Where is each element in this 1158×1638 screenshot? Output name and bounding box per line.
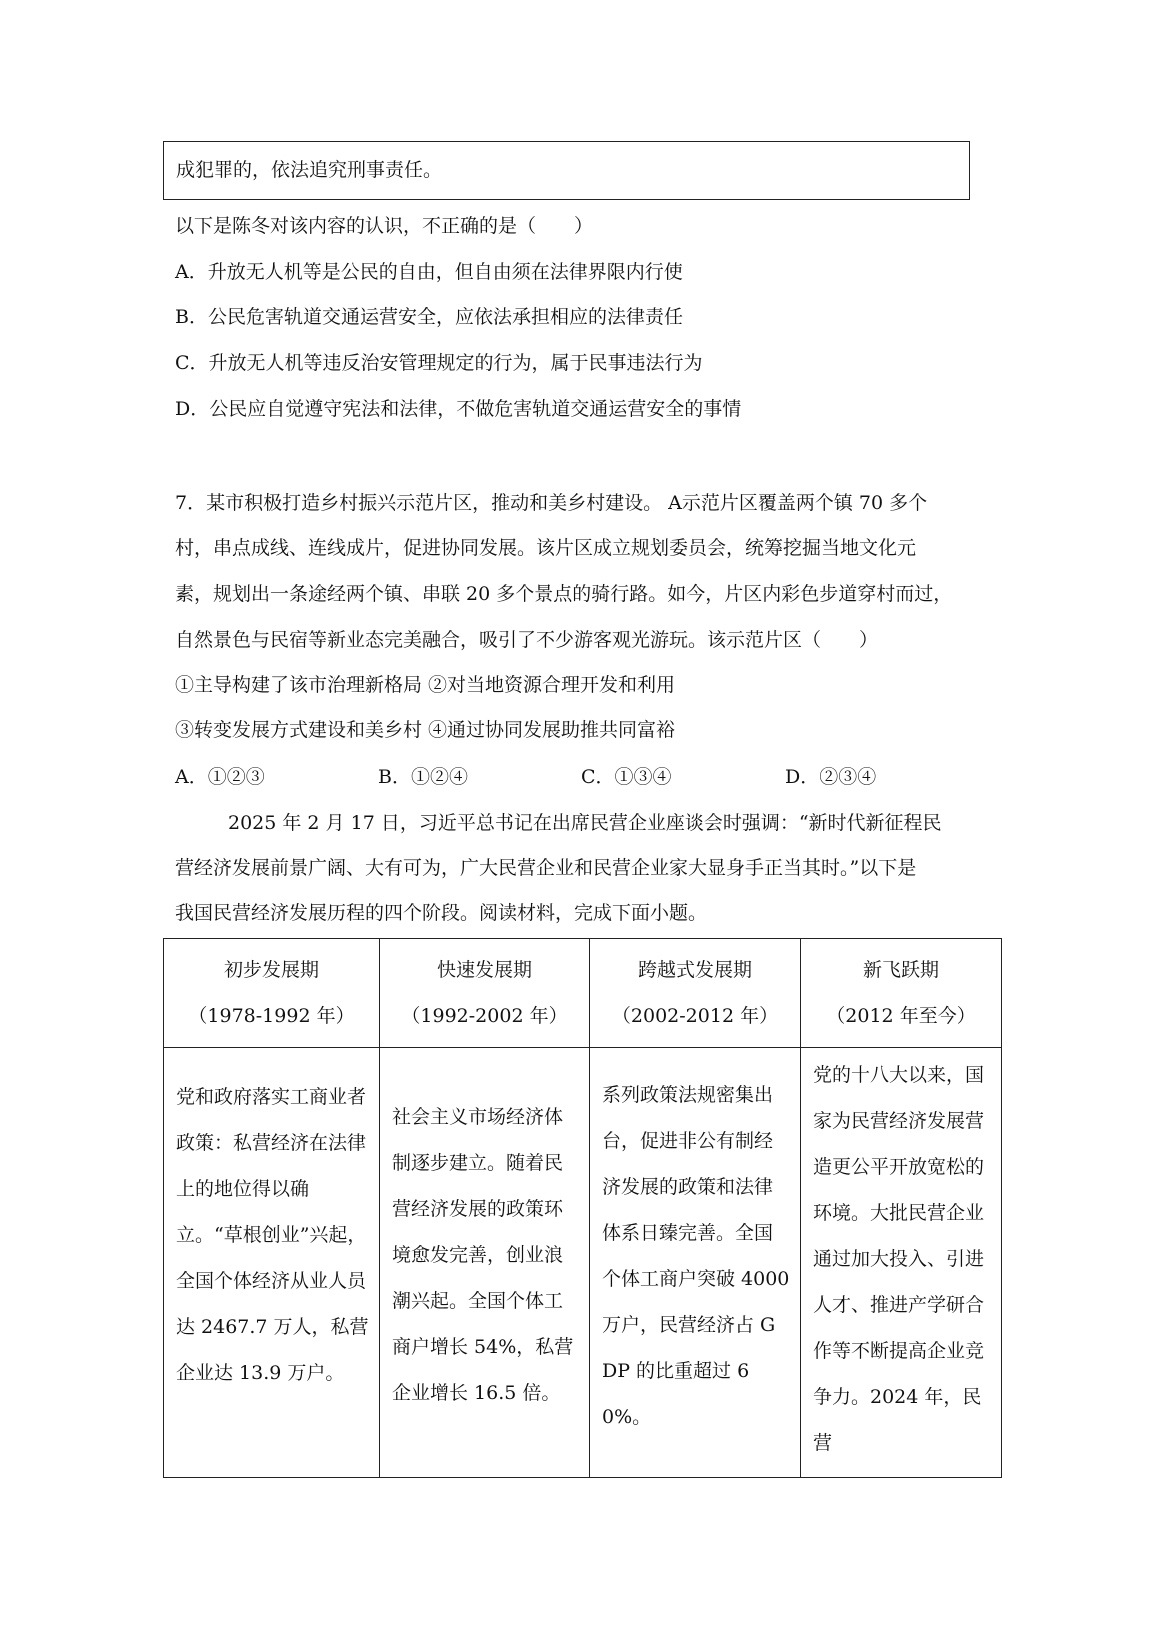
stage-name: 初步发展期: [223, 959, 319, 981]
cell-text: 系列政策法规密集出台，促进非公有制经济发展的政策和法律体系日臻完善。全国个体工商户突破 4000 万户，民营经济占 GDP 的比重超过 60%。: [602, 1084, 790, 1428]
q7-line: 村，串点成线、连线成片，促进协同发展。该片区成立规划委员会，统筹挖掘当地文化元: [175, 537, 917, 559]
q6-stem: 以下是陈冬对该内容的认识，不正确的是（ ）: [175, 215, 594, 237]
cell-text: 党的十八大以来，国家为民营经济发展营造更公平开放宽松的环境。大批民营企业通过加大投入、引进人才、推进产学研合作等不断提高企业竞争力。2024 年，民营: [813, 1064, 985, 1454]
q7-option-d: D．②③④: [785, 766, 877, 788]
table-body-row: [164, 1048, 1002, 1478]
q7-line: 素，规划出一条途经两个镇、串联 20 多个景点的骑行路。如今，片区内彩色步道穿村而过，: [175, 583, 953, 605]
stage-name: 新飞跃期: [862, 959, 939, 981]
q6-option-b: B．公民危害轨道交通运营安全，应依法承担相应的法律责任: [175, 306, 683, 328]
q7-statements-line: ①主导构建了该市治理新格局 ②对当地资源合理开发和利用: [175, 674, 676, 696]
cell-text: 党和政府落实工商业者政策：私营经济在法律上的地位得以确立。“草根创业”兴起，全国个体经济从业人员达 2467.7 万人，私营企业达 13.9 万户。: [176, 1086, 369, 1384]
table-cell: [801, 1048, 1002, 1478]
cell-text: 社会主义市场经济体制逐步建立。随着民营经济发展的政策环境愈发完善，创业浪潮兴起。全国个体工商户增长 54%，私营企业增长 16.5 倍。: [392, 1106, 574, 1404]
q7-line: 7．某市积极打造乡村振兴示范片区，推动和美乡村建设。 A示范片区覆盖两个镇 70 多个: [175, 492, 928, 514]
header-cell: [380, 939, 590, 1048]
header-cell: [590, 939, 801, 1048]
q7-option-a: A．①②③: [175, 766, 265, 788]
table-cell: [164, 1048, 380, 1478]
header-cell: [164, 939, 380, 1048]
stage-name: 快速发展期: [436, 959, 532, 981]
material-line: 2025 年 2 月 17 日，习近平总书记在出席民营企业座谈会时强调：“新时代新征程民: [228, 812, 942, 834]
quoted-text-box: [163, 141, 970, 200]
q6-option-a: A．升放无人机等是公民的自由，但自由须在法律界限内行使: [175, 261, 683, 283]
q7-option-b: B．①②④: [378, 766, 468, 788]
q7-option-c: C．①③④: [581, 766, 672, 788]
private-economy-stages-table: [163, 938, 1002, 1478]
stage-period: （1978-1992 年）: [188, 1005, 355, 1027]
q7-statements-line: ③转变发展方式建设和美乡村 ④通过协同发展助推共同富裕: [175, 719, 676, 741]
box-text: 成犯罪的，依法追究刑事责任。: [176, 159, 443, 181]
q6-option-c: C．升放无人机等违反治安管理规定的行为，属于民事违法行为: [175, 352, 703, 374]
stage-period: （2002-2012 年）: [611, 1005, 779, 1027]
material-line: 我国民营经济发展历程的四个阶段。阅读材料，完成下面小题。: [175, 902, 708, 924]
q6-option-d: D．公民应自觉遵守宪法和法律，不做危害轨道交通运营安全的事情: [175, 398, 742, 420]
header-cell: [801, 939, 1002, 1048]
q7-line: 自然景色与民宿等新业态完美融合，吸引了不少游客观光游玩。该示范片区（ ）: [175, 629, 879, 651]
table-header-row: [164, 939, 1002, 1048]
table-cell: [380, 1048, 590, 1478]
stage-name: 跨越式发展期: [637, 959, 752, 981]
table-cell: [590, 1048, 801, 1478]
stage-period: （1992-2002 年）: [401, 1005, 568, 1027]
stage-period: （2012 年至今）: [826, 1005, 976, 1027]
material-line: 营经济发展前景广阔、大有可为，广大民营企业和民营企业家大显身手正当其时。”以下是: [175, 857, 917, 879]
